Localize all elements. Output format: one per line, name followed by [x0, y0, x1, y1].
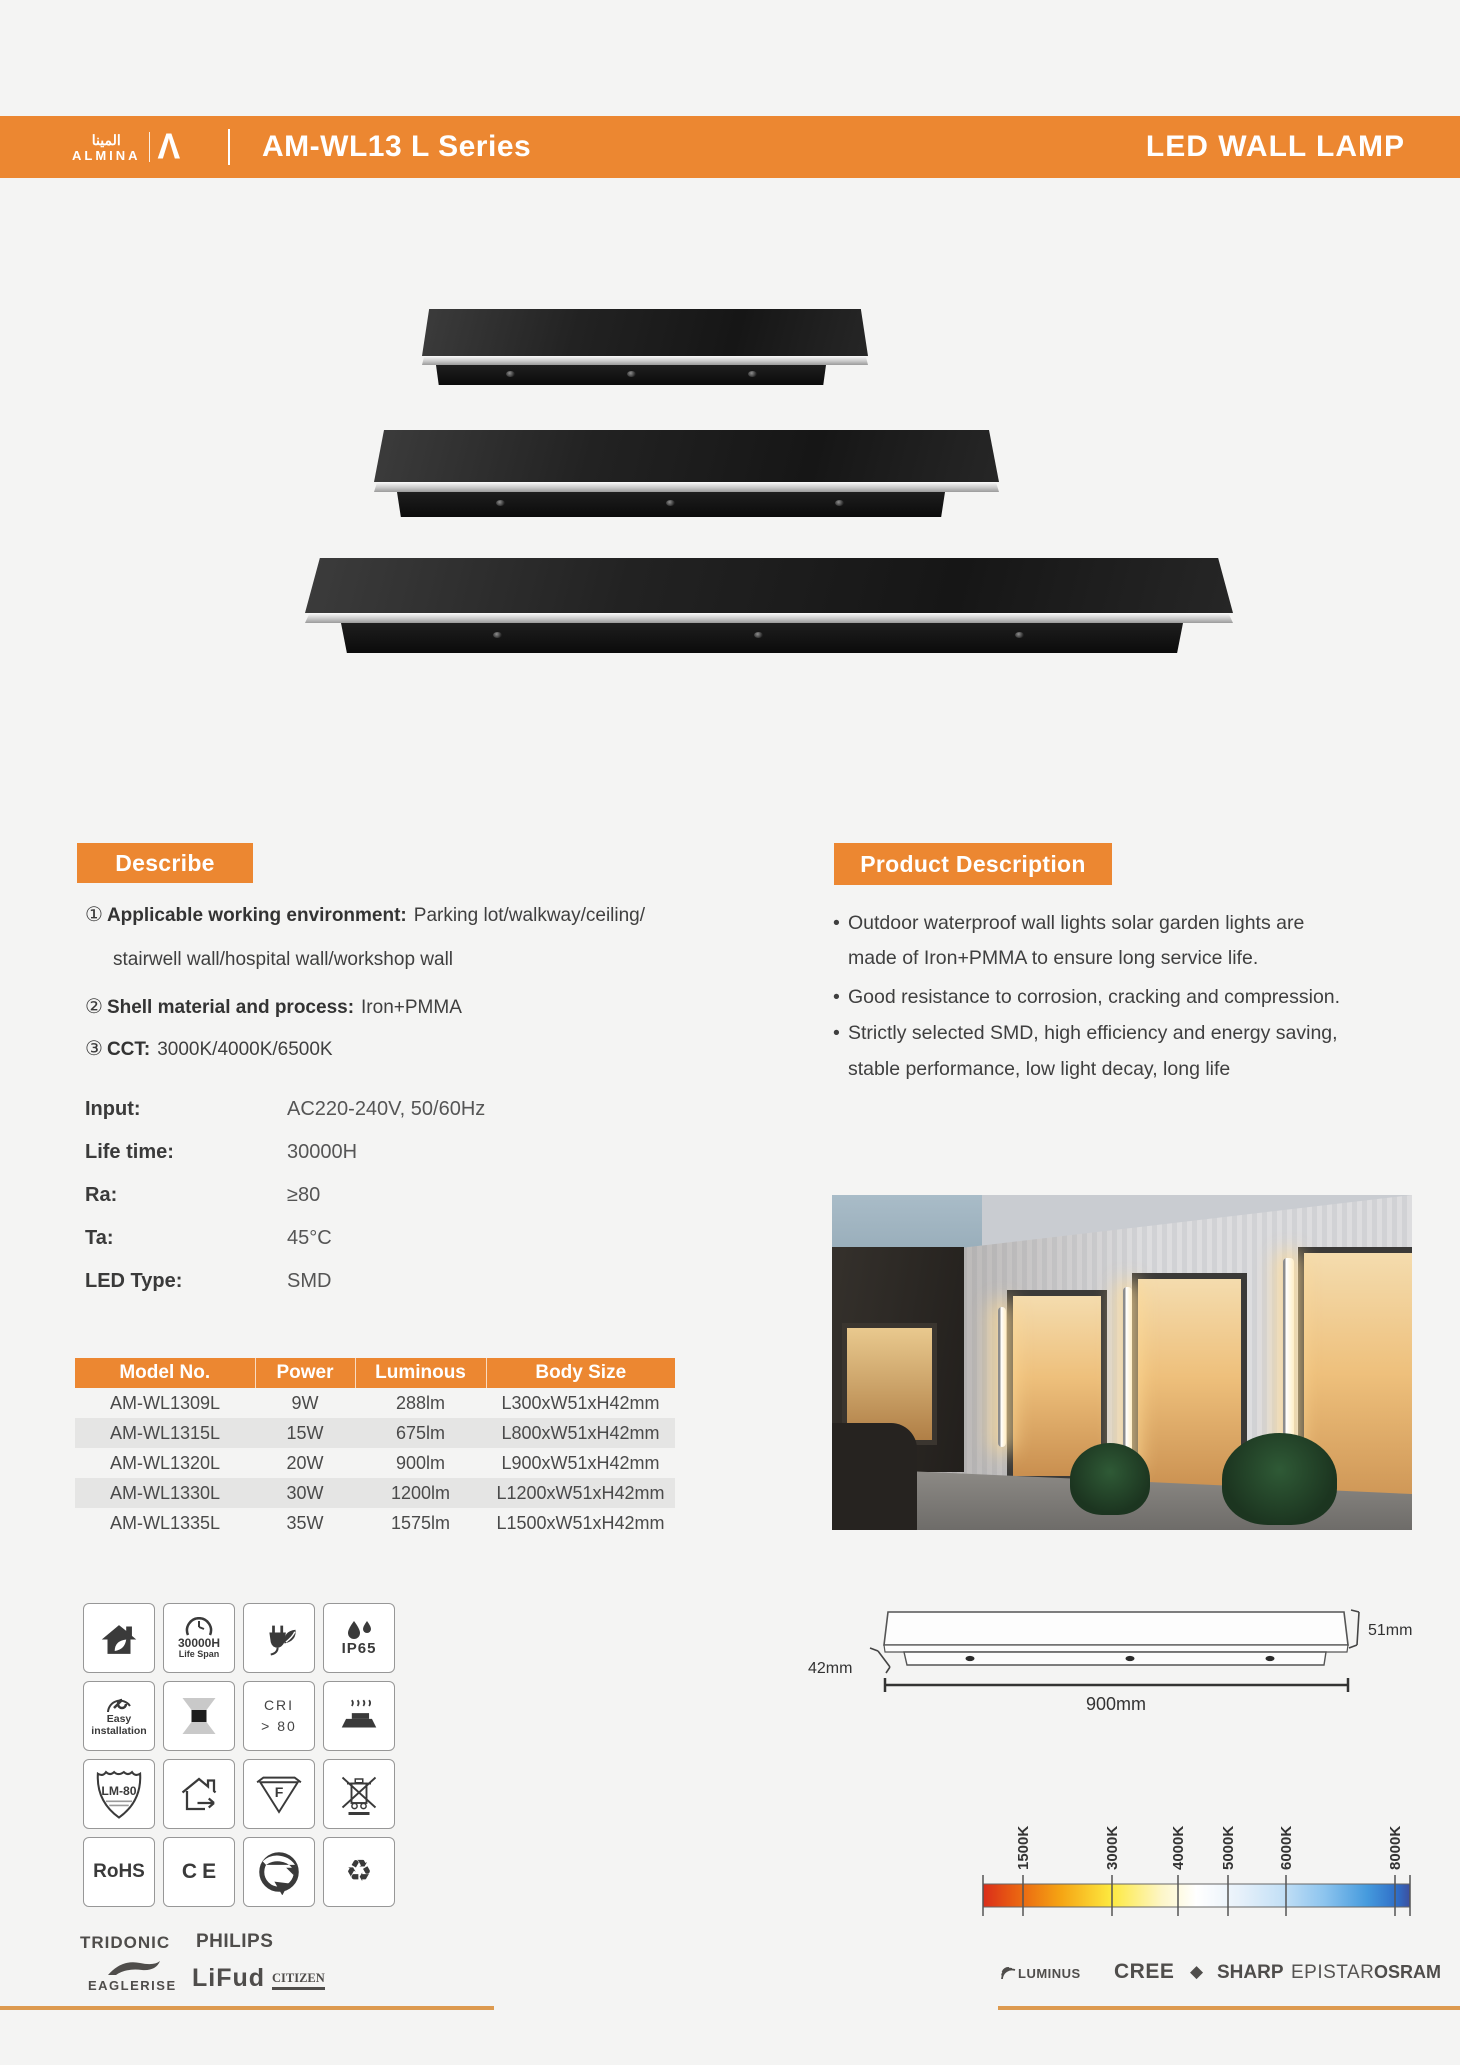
green-dot-icon: [243, 1837, 315, 1907]
lm80-label: LM-80: [101, 1783, 137, 1798]
col-header-power: Power: [255, 1358, 355, 1388]
col-header-model: Model No.: [75, 1358, 255, 1388]
table-cell: 1200lm: [355, 1478, 486, 1508]
brand-philips: PHILIPS: [196, 1931, 274, 1952]
table-row: [75, 1508, 675, 1538]
depth-dimension-label: 42mm: [808, 1660, 853, 1677]
header-band: [0, 116, 1460, 178]
lamp-top-face: [422, 309, 868, 356]
item-value: stairwell wall/hospital wall/workshop wall: [113, 949, 454, 970]
product-image-medium: [374, 430, 999, 518]
table-row: [75, 1448, 675, 1478]
recycle-icon: [323, 1837, 395, 1907]
description-bullet-3: [833, 1022, 1338, 1045]
lamp-top-face: [374, 430, 999, 482]
eco-house-icon: [83, 1603, 155, 1673]
easy-installation-icon: [83, 1681, 155, 1751]
spec-row-input: [85, 1098, 485, 1121]
spec-label: Ra:: [85, 1184, 118, 1206]
describe-item-3: [85, 1036, 333, 1061]
ce-label: CE: [181, 1860, 222, 1883]
photo-plant: [1222, 1433, 1337, 1525]
table-row: [75, 1478, 675, 1508]
describe-item-2: [85, 994, 462, 1019]
length-dimension-label: 900mm: [1085, 1694, 1147, 1714]
table-cell: AM-WL1330L: [75, 1478, 255, 1508]
cct-tick-label: 6000K: [1278, 1825, 1295, 1870]
describe-item-1: [85, 902, 645, 927]
lamp-base: [397, 492, 945, 517]
cree-diamond-icon: ◆: [1190, 1962, 1204, 1981]
lifespan-icon: [163, 1603, 235, 1673]
cct-color-bar: [960, 1815, 1430, 1925]
lm80-shield-icon: [83, 1759, 155, 1829]
table-cell: 1575lm: [390, 1512, 451, 1533]
col-header-bodysize: Body Size: [486, 1358, 675, 1388]
screw-icon: [754, 632, 763, 638]
brand-arabic-text: المينا: [91, 131, 121, 148]
screw-icon: [748, 371, 757, 377]
describe-section-title: Describe: [77, 843, 253, 883]
lifespan-label: Life Span: [178, 1648, 220, 1659]
spec-label: LED Type:: [85, 1270, 183, 1292]
table-cell: L300xW51xH42mm: [501, 1392, 660, 1413]
item-value: Parking lot/walkway/ceiling/: [413, 905, 646, 926]
table-cell: L800xW51xH42mm: [486, 1418, 675, 1448]
screw-icon: [493, 632, 502, 638]
description-bullet-1: [833, 912, 1304, 935]
spec-row-ra: [85, 1184, 320, 1207]
brand-name-text: ALMINA: [72, 147, 141, 163]
lamp-base: [436, 365, 826, 385]
table-cell: L900xW51xH42mm: [501, 1452, 660, 1473]
ip65-icon: [323, 1603, 395, 1673]
table-cell: L1500xW51xH42mm: [496, 1512, 665, 1533]
screw-icon: [627, 371, 636, 377]
lamp-silver-edge: [374, 482, 999, 492]
spec-value: 45°C: [287, 1227, 332, 1249]
table-cell: 20W: [286, 1452, 324, 1473]
brand-eaglerise: EAGLERISE: [88, 1978, 177, 1993]
eagle-logo-icon: [106, 1957, 178, 1979]
photo-wall-lamp-glow: [1123, 1287, 1132, 1467]
screw-icon: [1015, 632, 1024, 638]
brand-mark-icon: Λ: [157, 127, 181, 167]
item-label: Shell material and process:: [106, 997, 355, 1018]
brand-sharp: SHARP: [1217, 1962, 1284, 1983]
bullet-text: Outdoor waterproof wall lights solar garden lights are: [848, 912, 1305, 934]
table-cell: 675lm: [355, 1418, 486, 1448]
f-mark-label: F: [274, 1784, 284, 1801]
table-row: [75, 1388, 675, 1418]
ce-mark-icon: [163, 1837, 235, 1907]
photo-chair: [832, 1423, 917, 1530]
logo-separator: [149, 132, 150, 162]
brand-citizen: CITIZEN: [272, 1971, 325, 1990]
table-header-row: [75, 1358, 675, 1388]
lamp-silver-edge: [305, 613, 1233, 623]
height-dimension-label: 51mm: [1368, 1622, 1413, 1639]
brand-epistar: EPISTAR: [1291, 1962, 1375, 1983]
cct-tick-label: 8000K: [1387, 1825, 1404, 1870]
table-cell: AM-WL1309L: [109, 1392, 221, 1413]
screw-icon: [496, 500, 505, 506]
item-number: ③: [85, 1038, 103, 1060]
spec-label: Input:: [85, 1098, 141, 1120]
footer-accent-line-right: [998, 2006, 1460, 2010]
description-bullet-1-cont: [833, 947, 1258, 970]
product-type-label: LED WALL LAMP: [1145, 130, 1405, 163]
lamp-base: [341, 623, 1183, 653]
screw-icon: [666, 500, 675, 506]
col-header-luminous: Luminous: [355, 1358, 486, 1388]
table-cell: 288lm: [395, 1392, 446, 1413]
luminus-logo-icon: [1000, 1966, 1017, 1983]
item-number: ①: [85, 904, 103, 926]
bullet-text: Strictly selected SMD, high efficiency and energy saving,: [848, 1022, 1338, 1044]
weee-bin-icon: [323, 1759, 395, 1829]
dimension-drawing: [800, 1595, 1420, 1720]
bullet-icon: •: [833, 912, 840, 934]
bullet-icon: •: [833, 1022, 840, 1044]
spec-row-lifetime: [85, 1141, 357, 1164]
brand-lifud: LiFud: [192, 1964, 266, 1992]
table-cell: AM-WL1320L: [109, 1452, 221, 1473]
photo-plant: [1070, 1443, 1150, 1515]
spec-label: Ta:: [85, 1227, 114, 1249]
lamp-silver-edge: [422, 356, 868, 365]
bullet-icon: •: [833, 986, 840, 1008]
table-cell: 15W: [255, 1418, 355, 1448]
item-value: Iron+PMMA: [361, 997, 462, 1018]
lifespan-value: 30000H: [177, 1635, 221, 1650]
screw-icon: [506, 371, 515, 377]
table-row: [75, 1418, 675, 1448]
heat-dissipation-icon: [323, 1681, 395, 1751]
table-cell: 35W: [286, 1512, 324, 1533]
easy-label-line2: installation: [91, 1725, 147, 1737]
bullet-text: made of Iron+PMMA to ensure long service life.: [848, 947, 1259, 969]
table-cell: 900lm: [395, 1452, 446, 1473]
bullet-text: stable performance, low light decay, long life: [848, 1058, 1231, 1080]
product-photo: [832, 1195, 1412, 1530]
describe-item-1-cont: [113, 949, 453, 971]
lamp-top-face: [305, 558, 1233, 613]
spec-value: SMD: [287, 1270, 332, 1292]
item-label: Applicable working environment:: [106, 905, 407, 926]
brand-tridonic: TRIDONIC: [80, 1933, 171, 1952]
spec-value: 30000H: [287, 1141, 358, 1163]
photo-wall-lamp-glow: [998, 1307, 1006, 1447]
cct-tick-label: 3000K: [1104, 1825, 1121, 1870]
table-cell: AM-WL1335L: [109, 1512, 221, 1533]
table-cell: 30W: [255, 1478, 355, 1508]
rohs-label: RoHS: [93, 1861, 145, 1882]
item-number: ②: [85, 996, 103, 1018]
header-divider: [228, 129, 230, 165]
description-bullet-2: [833, 986, 1340, 1009]
footer-accent-line-left: [0, 2006, 494, 2010]
rohs-icon: [83, 1837, 155, 1907]
product-image-large: [305, 558, 1233, 654]
certification-icons-grid: [83, 1603, 395, 1907]
cri-label: CRI: [263, 1697, 295, 1713]
item-value: 3000K/4000K/6500K: [157, 1039, 333, 1060]
spec-row-ta: [85, 1227, 332, 1250]
bullet-text: Good resistance to corrosion, cracking and compression.: [848, 986, 1341, 1008]
brand-luminus: LUMINUS: [1018, 1966, 1081, 1981]
model-table: [75, 1358, 675, 1538]
ip-rating-label: IP65: [341, 1639, 377, 1657]
screw-icon: [835, 500, 844, 506]
cct-tick-label: 4000K: [1170, 1825, 1187, 1870]
spec-value: ≥80: [287, 1184, 321, 1206]
page-title: AM-WL13 L Series: [262, 130, 532, 163]
recycle-glyph: ♻: [345, 1855, 373, 1888]
product-image-small: [422, 309, 868, 387]
brand-cree: CREE: [1114, 1960, 1175, 1983]
cri-value: > 80: [261, 1718, 297, 1734]
easy-label-line1: Easy: [106, 1713, 132, 1726]
table-cell: L1200xW51xH42mm: [486, 1478, 675, 1508]
f-mark-icon: [243, 1759, 315, 1829]
item-label: CCT:: [106, 1039, 151, 1060]
description-bullet-3-cont: [833, 1058, 1230, 1081]
spec-label: Life time:: [85, 1141, 174, 1163]
spec-row-ledtype: [85, 1270, 331, 1293]
brand-osram: OSRAM: [1374, 1962, 1441, 1982]
product-description-section-title: Product Description: [834, 843, 1112, 885]
table-cell: 9W: [291, 1392, 319, 1413]
spec-value: AC220-240V, 50/60Hz: [287, 1098, 486, 1120]
cct-tick-label: 5000K: [1220, 1825, 1237, 1870]
up-down-wall-light-icon: [163, 1681, 235, 1751]
energy-saving-plug-icon: [243, 1603, 315, 1673]
cct-tick-label: 1500K: [1015, 1825, 1032, 1870]
table-cell: AM-WL1315L: [75, 1418, 255, 1448]
indoor-use-house-arrow-icon: [163, 1759, 235, 1829]
brand-logo: [72, 116, 180, 178]
cri-icon: [243, 1681, 315, 1751]
